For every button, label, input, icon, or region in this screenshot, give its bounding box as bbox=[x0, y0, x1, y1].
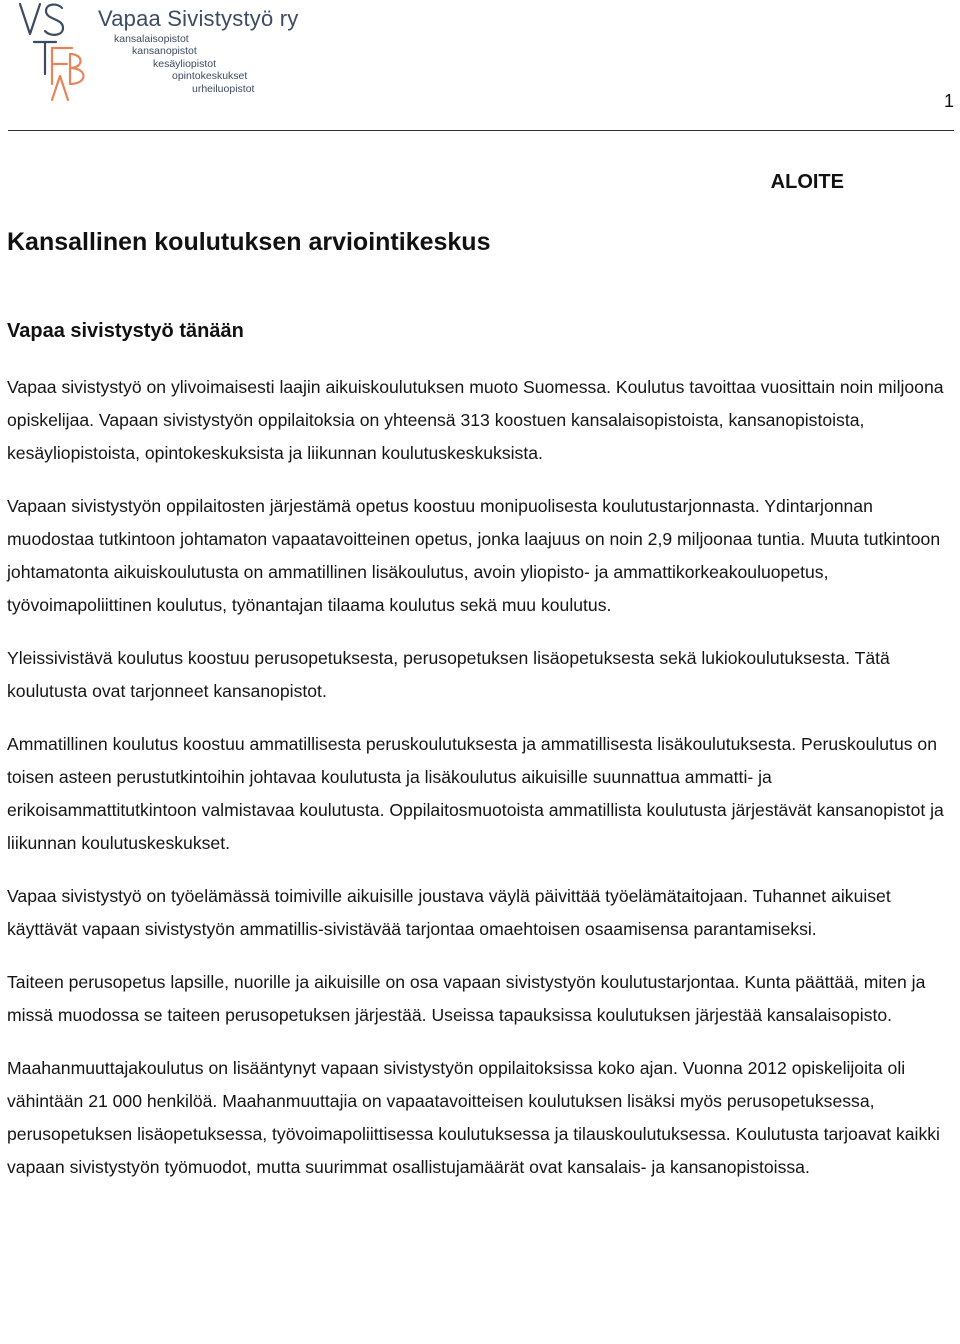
paragraph-immigrant-education: Maahanmuuttajakoulutus on lisääntynyt vapaan sivistystyön oppilaitoksissa koko ajan. Vuonna 2012 opiskelijoita oli vähintään 21 000 henkilöä. Maahanmuuttajia on vapaatavoitteisen koulutuksen lisäksi myös perusopetuksessa, perusopetuksen lisäopetuksessa, työvoimapoliittisessa koulutuksessa ja tilauskoulutuksessa. Koulutusta tarjoavat kaikki vapaan sivistystyön työmuodot, mutta suurimmat osallistujamäärät ovat kansalais- ja kansanopistoissa. bbox=[7, 1058, 940, 1177]
logo-line-kansalaisopistot: kansalaisopistot bbox=[114, 33, 189, 45]
logo-line-opintokeskukset: opintokeskukset bbox=[172, 70, 248, 82]
paragraph-arts-education: Taiteen perusopetus lapsille, nuorille ja aikuisille on osa vapaan sivistystyön koulutustarjontaa. Kunta päättää, miten ja missä muodossa se taiteen perusopetuksen järjestää. Useissa tapauksissa koulutuksen järjestää kansalaisopisto. bbox=[7, 972, 926, 1025]
page-number: 1 bbox=[943, 91, 954, 111]
paragraph-general-education: Yleissivistävä koulutus koostuu perusopetuksesta, perusopetuksen lisäopetuksesta sekä lukiokoulutuksesta. Tätä koulutusta ovat tarjonneet kansanopistot. bbox=[7, 648, 890, 701]
document-body bbox=[7, 371, 953, 1204]
header-divider bbox=[8, 130, 954, 131]
paragraph-teaching-offer: Vapaan sivistystyön oppilaitosten järjestämä opetus koostuu monipuolisesta koulutustarjonnasta. Ydintarjonnan muodostaa tutkintoon johtamaton vapaatavoitteinen opetus, jonka laajuus on noin 2,9 miljoonaa tuntia. Muuta tutkintoon johtamatonta aikuiskoulutusta on ammatillinen lisäkoulutus, avoin yliopisto- ja ammattikorkeakouluopetus, työvoimapoliittinen koulutus, työnantajan tilaama koulutus sekä muu koulutus. bbox=[7, 496, 941, 615]
logo-line-urheiluopistot: urheiluopistot bbox=[192, 83, 255, 95]
organization-logo bbox=[14, 0, 299, 104]
vsta-logo-mark bbox=[14, 0, 94, 104]
paragraph-overview: Vapaa sivistystyö on ylivoimaisesti laajin aikuiskoulutuksen muoto Suomessa. Koulutus tavoittaa vuosittain noin miljoona opiskelijaa. Vapaan sivistystyön oppilaitoksia on yhteensä 313 koostuen kansalaisopistoista, kansanopistoista, kesäyliopistoista, opintokeskuksista ja liikunnan koulutuskeskuksista. bbox=[7, 377, 944, 463]
document-title: Kansallinen koulutuksen arviointikeskus bbox=[7, 228, 491, 256]
logo-organization-name: Vapaa Sivistystyö ry bbox=[98, 6, 299, 31]
document-type-label: ALOITE bbox=[770, 171, 844, 193]
paragraph-working-life: Vapaa sivistystyö on työelämässä toimiville aikuisille joustava väylä päivittää työelämätaitojaan. Tuhannet aikuiset käyttävät vapaan sivistystyön ammatillis-sivistävää tarjontaa omaehtoisen osaamisensa parantamiseksi. bbox=[7, 886, 891, 939]
section-heading: Vapaa sivistystyö tänään bbox=[7, 320, 244, 342]
paragraph-vocational-education: Ammatillinen koulutus koostuu ammatillisesta peruskoulutuksesta ja ammatillisesta lisäkoulutuksesta. Peruskoulutus on toisen asteen perustutkintoihin johtavaa koulutusta ja lisäkoulutus aikuisille suunnattua ammatti- ja erikoisammattitutkintoon valmistavaa koulutusta. Oppilaitosmuotoista ammatillista koulutusta järjestävät kansanopistot ja liikunnan koulutuskeskukset. bbox=[7, 734, 944, 853]
logo-line-kansanopistot: kansanopistot bbox=[132, 45, 197, 57]
logo-line-kesayliopistot: kesäyliopistot bbox=[153, 58, 217, 70]
